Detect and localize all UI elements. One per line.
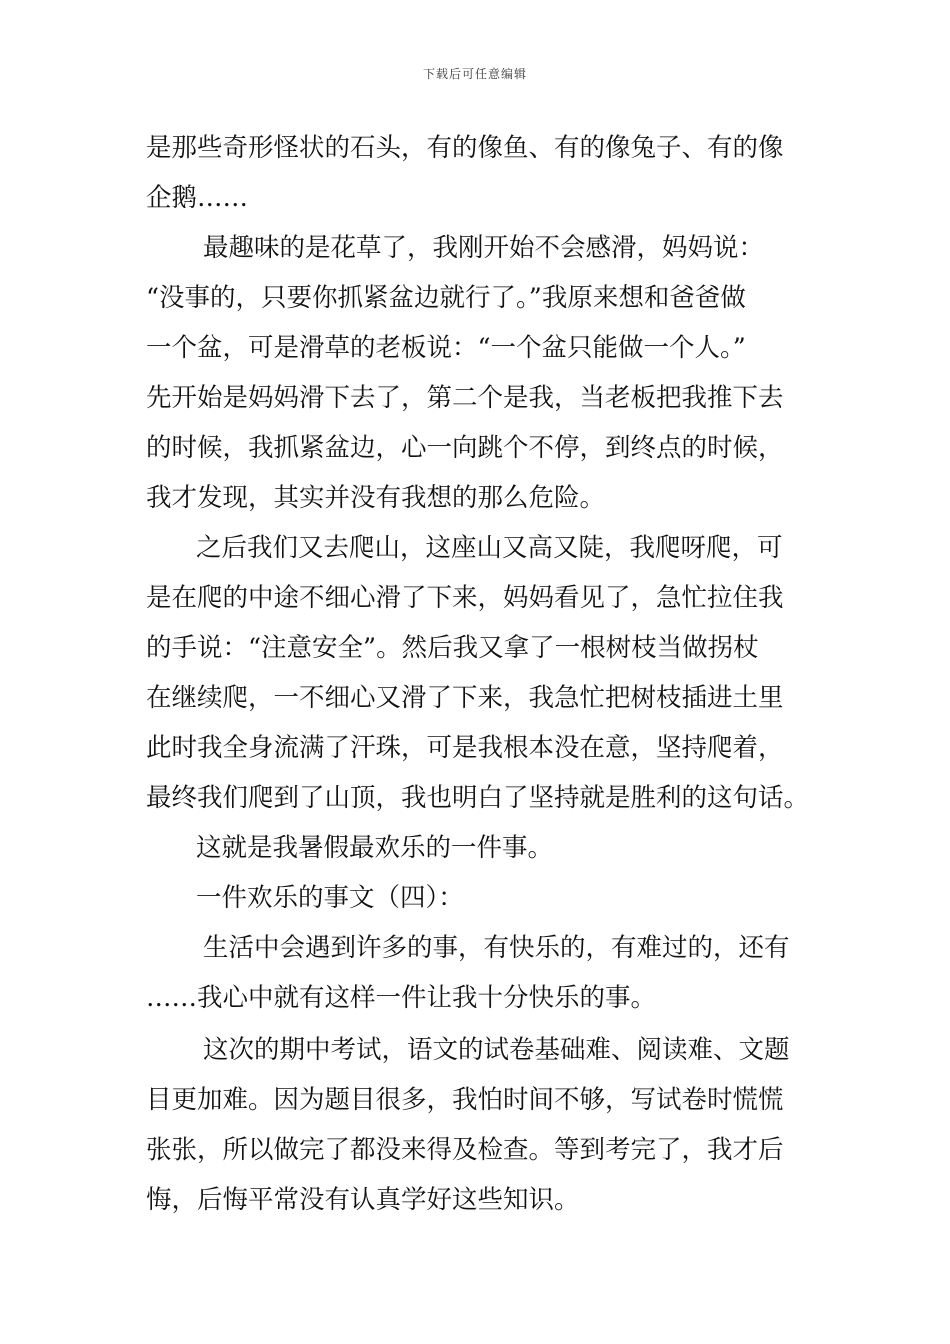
text-line: 最终我们爬到了山顶，我也明白了坚持就是胜利的这句话。 [146,783,810,813]
text-line: 这次的期中考试，语文的试卷基础难、阅读难、文题 [203,1035,790,1065]
text-line: 的手说：“注意安全”。然后我又拿了一根树枝当做拐杖 [146,633,759,663]
text-line: 悔，后悔平常没有认真学好这些知识。 [146,1185,580,1215]
text-line: 张张，所以做完了都没来得及检查。等到考完了，我才后 [146,1135,784,1165]
text-line: 先开始是妈妈滑下去了，第二个是我，当老板把我推下去 [146,383,784,413]
text-line: 企鹅…… [146,183,249,213]
text-line: 是那些奇形怪状的石头，有的像鱼、有的像兔子、有的像 [146,133,784,163]
text-line: 一个盆，可是滑草的老板说：“一个盆只能做一个人。” [146,333,746,363]
text-line: 的时候，我抓紧盆边，心一向跳个不停，到终点的时候， [146,433,784,463]
text-line: 我才发现，其实并没有我想的那么危险。 [146,483,606,513]
text-line: ……我心中就有这样一件让我十分快乐的事。 [146,983,657,1013]
text-line: “没事的，只要你抓紧盆边就行了。”我原来想和爸爸做 [146,283,746,313]
text-line: 是在爬的中途不细心滑了下来，妈妈看见了，急忙拉住我 [146,583,784,613]
section-heading: 一件欢乐的事文（四）： [196,883,464,913]
page-header: 下载后可任意编辑 [422,67,527,81]
text-line: 最趣味的是花草了，我刚开始不会感滑，妈妈说： [203,233,765,263]
text-line: 之后我们又去爬山，这座山又高又陡，我爬呀爬，可 [196,533,783,563]
text-line: 在继续爬，一不细心又滑了下来，我急忙把树枝插进土里 [146,683,784,713]
text-line: 目更加难。因为题目很多，我怕时间不够，写试卷时慌慌 [146,1085,784,1115]
text-line: 此时我全身流满了汗珠，可是我根本没在意，坚持爬着， [146,733,784,763]
text-line: 生活中会遇到许多的事，有快乐的，有难过的，还有 [203,933,790,963]
text-line: 这就是我暑假最欢乐的一件事。 [196,833,554,863]
